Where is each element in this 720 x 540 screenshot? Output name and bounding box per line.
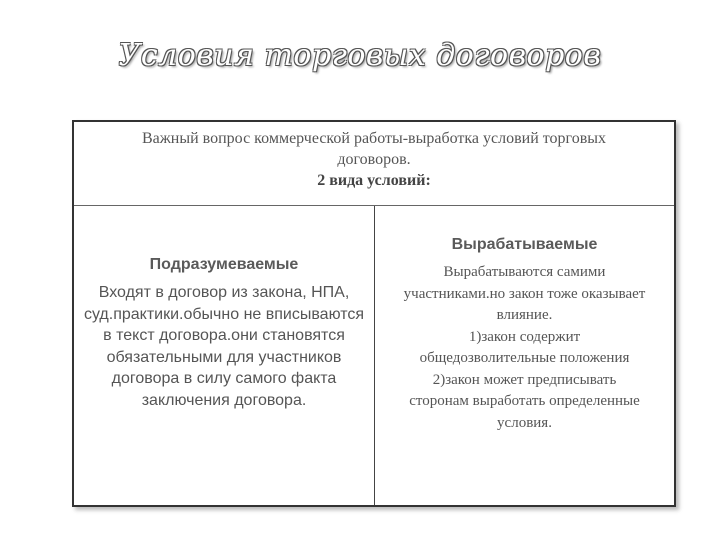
- negotiated-line: участниками.но закон тоже оказывает: [403, 285, 646, 302]
- negotiated-conditions-cell: [375, 206, 674, 505]
- slide-title: Условия торговых договоров: [118, 38, 602, 73]
- negotiated-line: условия.: [497, 414, 552, 431]
- negotiated-line: Вырабатываются самими: [443, 264, 606, 280]
- negotiated-line: влияние.: [496, 307, 553, 323]
- intro-line-2: договоров.: [337, 151, 411, 168]
- conditions-table: [72, 120, 676, 507]
- negotiated-line: сторонам выработать определенные: [409, 393, 640, 409]
- negotiated-line: 1)закон содержит: [468, 328, 581, 345]
- negotiated-line: 2)закон может предписывать: [432, 371, 617, 388]
- negotiated-line: общедозволительные положения: [419, 350, 630, 366]
- intro-subheading: 2 вида условий:: [317, 172, 431, 189]
- implied-heading: Подразумеваемые: [149, 256, 299, 273]
- implied-text: Входят в договор из закона, НПА, суд.практики.обычно не вписываются в текст договора.они становятся обязательными для участников договора в силу самого факта заключения договора.: [83, 284, 365, 409]
- negotiated-text: [379, 262, 670, 434]
- implied-conditions-cell: [74, 206, 374, 505]
- intro-cell: [74, 122, 674, 206]
- negotiated-heading: Вырабатываемые: [451, 236, 598, 253]
- intro-line-1: Важный вопрос коммерческой работы-выработка условий торговых: [141, 130, 607, 147]
